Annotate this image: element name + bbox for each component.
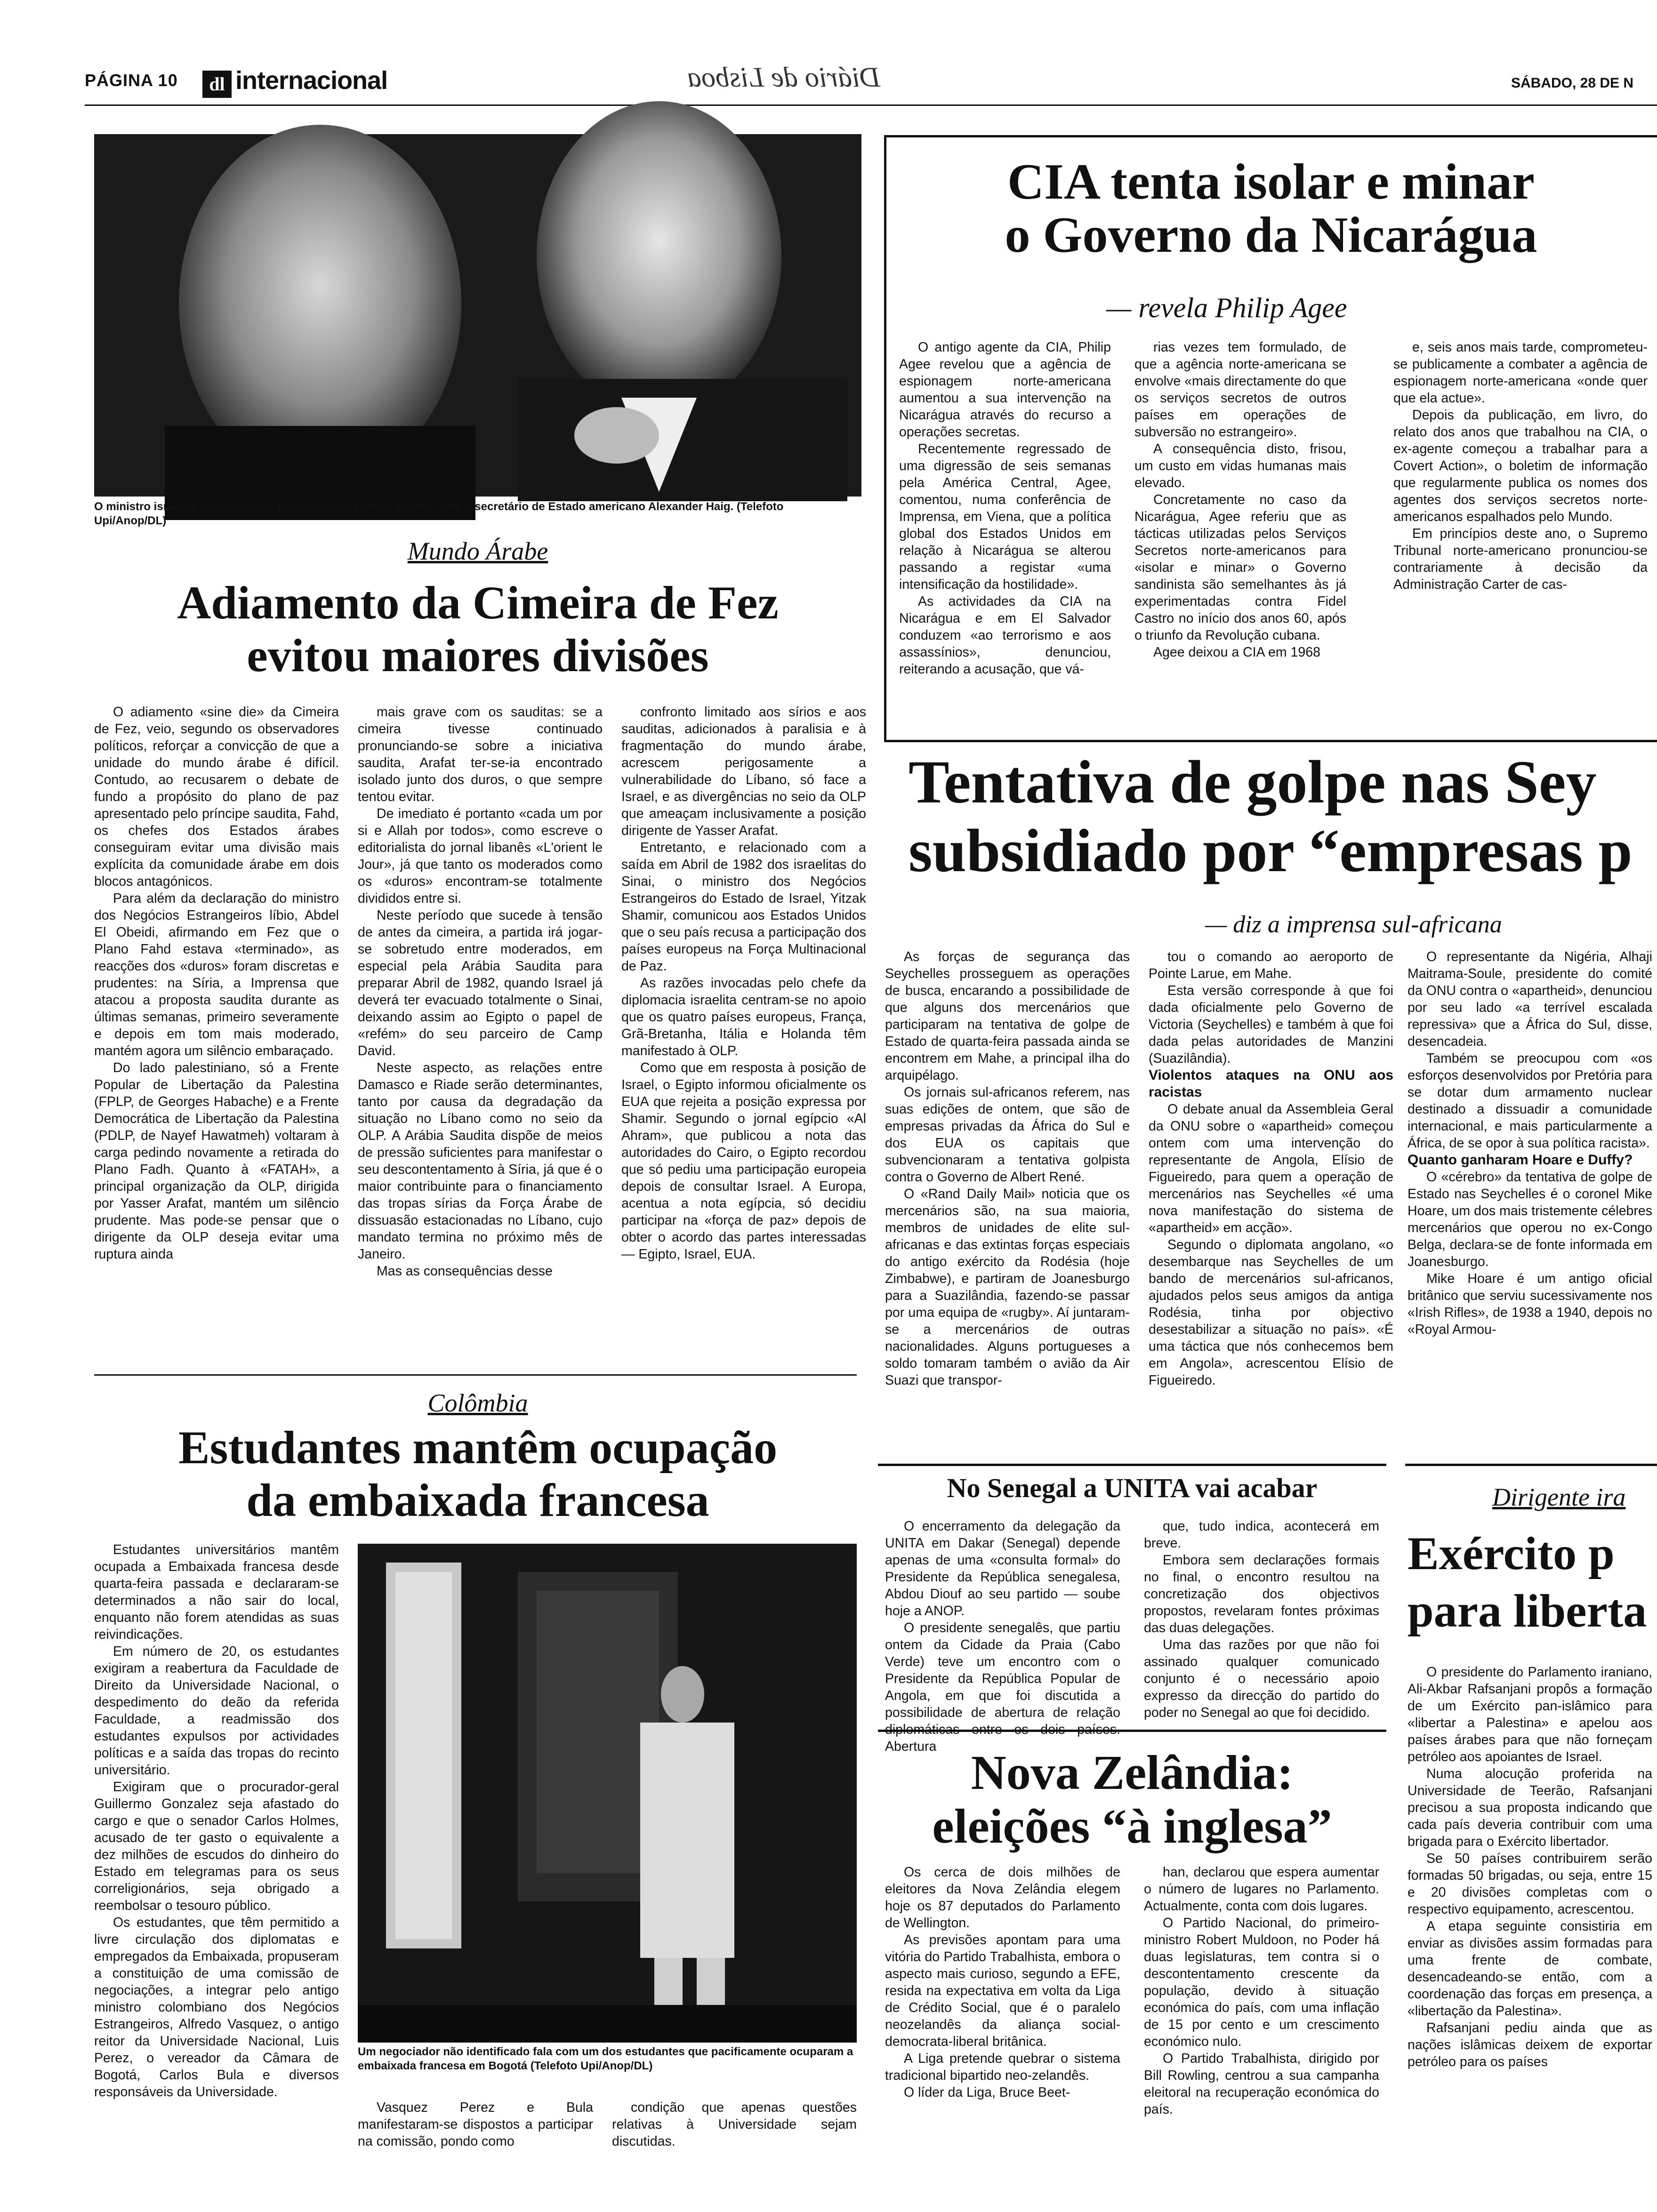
paragraph: O «cérebro» da tentativa de golpe de Estado nas Seychelles é o coronel Mike Hoare, um dos mais tristemente célebres mercenários que operou no ex-Congo Belga, declara-se de fonte informada em Joanesburgo. bbox=[1408, 1170, 1652, 1269]
paragraph: As razões invocadas pelo chefe da diplomacia israelita centram-se no apoio que os quatro países europeus, França, Grã-Bretanha, Itália e Holanda têm manifestado à OLP. bbox=[621, 976, 866, 1058]
section-logo-icon: dl bbox=[202, 71, 232, 98]
fez-headline bbox=[94, 577, 861, 682]
iran-headline-line-2: para liberta bbox=[1408, 1585, 1647, 1637]
paragraph: Os estudantes, que têm permitido a livre circulação dos diplomatas e empregados da Embaixada, propuseram a constituição de uma comissão de negociações, a integrar pelo antigo ministro colombiano dos Negócios Estrangeiros, Alfredo Vasquez, o antigo reitor da Universidade Nacional, Luis Perez, o vereador da Câmara de Bogotá, Carlos Bula e diversos responsáveis da Universidade. bbox=[94, 1915, 339, 2100]
iran-top-rule bbox=[1405, 1464, 1657, 1466]
paragraph: A Liga pretende quebrar o sistema tradicional bipartido neo-zelandês. bbox=[885, 2051, 1120, 2083]
paragraph: A etapa seguinte consistiria em enviar as divisões assim formadas para uma frente de combate, desencadeando-se então, com a coordenação das forças em presença, a «libertação da Palestina». bbox=[1408, 1919, 1652, 2019]
section-title: internacional bbox=[235, 66, 388, 95]
colombia-headline-line-2: da embaixada francesa bbox=[246, 1474, 709, 1526]
paragraph: Em número de 20, os estudantes exigiram a reabertura da Faculdade de Direito da Universidade Nacional, o despedimento do deão da referida Faculdade, a readmissão dos estudantes expulsos por actividades políticas e a saída das tropas do recinto universitário. bbox=[94, 1644, 339, 1778]
cia-headline-line-2: o Governo da Nicarágua bbox=[1005, 207, 1537, 264]
nz-col-1 bbox=[885, 1864, 1120, 2212]
colombia-photo-caption: Um negociador não identificado fala com um dos estudantes que pacificamente ocuparam a embaixada francesa em Bogotá (Telefoto Upi/Anop/DL) bbox=[358, 2045, 853, 2072]
masthead-rule bbox=[85, 104, 1657, 106]
paragraph: O debate anual da Assembleia Geral da ONU sobre o «apartheid» começou ontem com uma intervenção do representante de Angola, Elísio de Figueiredo, para quem a operação de mercenários nas Seychelles «é uma nova manifestação do sistema de «apartheid» em acção». bbox=[1149, 1102, 1393, 1235]
paragraph: As forças de segurança das Seychelles prosseguem as operações de busca, encarando a possibilidade de que alguns dos mercenários que participaram na tentativa de golpe de Estado de quarta-feira passada ainda se encontrem em Mahe, a principal ilha do arquipélago. bbox=[885, 949, 1130, 1083]
page-date: SÁBADO, 28 DE N bbox=[1511, 75, 1634, 91]
paragraph: Agee deixou a CIA em 1968 bbox=[1153, 645, 1320, 660]
iran-headline bbox=[1408, 1525, 1657, 1640]
top-photo-caption: O ministro israelita dos Negócios Estrangeiros, Yitzhak Shamir, com o secretário de Estado americano Alexander Haig. (Telefoto Upi/Anop/DL) bbox=[94, 500, 784, 527]
paragraph: Se 50 países contribuirem serão formadas 50 brigadas, ou seja, entre 15 e 20 divisões completas com o respectivo equipamento, acrescentou. bbox=[1408, 1851, 1652, 1917]
senegal-col-1 bbox=[885, 1518, 1120, 1754]
paragraph: Segundo o diplomata angolano, «o desembarque nas Seychelles de um bando de mercenários sul-africanos, ajudados pelos seus amigos da antiga Rodésia, tinha por objectivo desestabilizar a situação no país». «É uma táctica que nós conhecemos bem em Angola», acrescentou Elísio de Figueiredo. bbox=[1149, 1237, 1393, 1388]
fez-col-1 bbox=[94, 704, 339, 1362]
paragraph: O Partido Trabalhista, dirigido por Bill Rowling, centrou a sua campanha eleitoral na recuperação económica do país. bbox=[1144, 2051, 1379, 2117]
paragraph: que, tudo indica, acontecerá em breve. bbox=[1144, 1519, 1379, 1551]
paragraph: Do lado palestiniano, só a Frente Popular de Libertação da Palestina (FPLP, de Georges Habache) e a Frente Democrática de Libertação da Palestina (PDLP, de Nayef Hawatmeh) voltaram à carga pedindo novamente a retirada do Plano Fadh. Quanto à «FATAH», a principal organização da OLP, dirigida por Yasser Arafat, mantém um silêncio prudente. Mas pode-se pensar que o dirigente da OLP deseja evitar uma ruptura ainda bbox=[94, 1060, 339, 1262]
paragraph: Depois da publicação, em livro, do relato dos anos que trabalhou na CIA, o ex-agente começou a trabalhar para a Covert Action», o boletim de informação que regularmente publica os nomes dos agentes dos serviços secretos norte-americanos espalhados pelo Mundo. bbox=[1393, 408, 1648, 524]
paragraph: O adiamento «sine die» da Cimeira de Fez, veio, segundo os observadores políticos, reforçar a convicção de que a unidade do mundo árabe é difícil. Contudo, ao recusarem o debate de fundo a propósito do plano de paz apresentado pelo príncipe saudita, Fahd, os chefes dos Estados árabes conseguiram evitar uma divisão mais explícita da comunidade árabe em dois blocos antagónicos. bbox=[94, 705, 339, 889]
nz-headline-line-1: Nova Zelândia: bbox=[971, 1746, 1294, 1800]
iran-col bbox=[1408, 1664, 1652, 2212]
seychelles-col-2 bbox=[1149, 948, 1393, 1457]
cia-col-3 bbox=[1393, 339, 1648, 734]
paragraph: Vasquez Perez e Bula manifestaram-se dispostos a participar na comissão, pondo como bbox=[358, 2100, 593, 2149]
paragraph: Os cerca de dois milhões de eleitores da Nova Zelândia elegem hoje os 87 deputados do Parlamento de Wellington. bbox=[885, 1865, 1120, 1931]
iran-headline-line-1: Exército p bbox=[1408, 1527, 1615, 1579]
senegal-col-2 bbox=[1144, 1518, 1379, 1725]
paragraph: O líder da Liga, Bruce Beet- bbox=[904, 2085, 1070, 2100]
masthead bbox=[0, 0, 1657, 122]
nz-headline-line-2: eleições “à inglesa” bbox=[932, 1799, 1332, 1854]
paragraph: O presidente senegalês, que partiu ontem da Cidade da Praia (Cabo Verde) teve um encontro com o Presidente da República Popular de Angola, em que foi discutida a possibilidade de abertura de relação diplomáticas entre os dois países. Abertura bbox=[885, 1620, 1120, 1754]
paragraph: Exigiram que o procurador-geral Guillermo Gonzalez seja afastado do cargo e que o senador Carlos Holmes, acusado de ter gasto o equivalente a dez milhões de escudos do dinheiro do Estado em telegramas para os seus correligionários, seja obrigado a reembolsar o tesouro público. bbox=[94, 1779, 339, 1913]
paragraph: As previsões apontam para uma vitória do Partido Trabalhista, embora o aspecto mais curioso, segundo a EFE, resida na expectativa em volta da Liga de Crédito Social, que é o paralelo neozelandês da aliança social-democrata-liberal britânica. bbox=[885, 1932, 1120, 2049]
paragraph: Uma das razões por que não foi assinado qualquer comunicado conjunto é o necessário apoio expresso da direcção do partido do poder no Senegal ao que foi decidido. bbox=[1144, 1637, 1379, 1720]
paragraph: han, declarou que espera aumentar o número de lugares no Parlamento. Actualmente, conta com dois lugares. bbox=[1144, 1865, 1379, 1914]
paragraph: A consequência disto, frisou, um custo em vidas humanas mais elevado. bbox=[1134, 441, 1346, 490]
paragraph: mais grave com os sauditas: se a cimeira tivesse continuado pronunciando-se sobre a iniciativa saudita, Arafat ter-se-ia encontrado isolado junto dos duros, o que sempre tentou evitar. bbox=[358, 705, 603, 804]
paragraph: Mike Hoare é um antigo oficial britânico que serviu sucessivamente nos «Irish Rifles», de 1938 a 1940, depois no «Royal Armou- bbox=[1408, 1271, 1652, 1337]
colombia-headline-line-1: Estudantes mantêm ocupação bbox=[178, 1421, 778, 1474]
paragraph: O Partido Nacional, do primeiro-ministro Robert Muldoon, no Poder há duas legislaturas, tem contra si o descontentamento crescente da população, devido à situação económica do país, com uma inflação de 15 por cento e um crescimento económico nulo. bbox=[1144, 1915, 1379, 2049]
paragraph: Neste aspecto, as relações entre Damasco e Riade serão determinantes, tanto por causa da degradação da situação no Líbano como no seio da OLP. A Arábia Saudita dispõe de meios de pressão suficientes para manifestar o seu descontentamento à Síria, já que é o maior contribuinte para o financiamento das tropas sírias da Força Árabe de dissuasão estacionadas no Líbano, cujo mandato termina no próximo mês de Janeiro. bbox=[358, 1060, 603, 1262]
fez-kicker: Mundo Árabe bbox=[407, 537, 548, 565]
paragraph: Como que em resposta à posição de Israel, o Egipto informou oficialmente os EUA que rejeita a posição expressa por Shamir. Segundo o jornal egípcio «Al Ahram», que publicou a nota das autoridades do Cairo, o Egipto recordou que só pediu uma participação europeia depois de consultar Israel. A Europa, acentua a nota egípcia, só decidiu participar na «força de paz» depois de obter o acordo das partes interessadas — Egipto, Israel, EUA. bbox=[621, 1060, 866, 1262]
paragraph: O presidente do Parlamento iraniano, Ali-Akbar Rafsanjani propôs a formação de um Exército pan-islâmico para «libertar a Palestina» e apelou aos países árabes para que não forneçam petróleo aos apoiantes de Israel. bbox=[1408, 1665, 1652, 1764]
cia-col-2 bbox=[1134, 339, 1346, 734]
cia-headline bbox=[894, 155, 1648, 262]
paragraph: As actividades da CIA na Nicarágua e em El Salvador conduzem «ao terrorismo e aos assassínios», denunciou, reiterando a acusação, que vá- bbox=[899, 594, 1111, 677]
paragraph: confronto limitado aos sírios e aos sauditas, adicionados à paralisia e à fragmentação do mundo árabe, acrescem perigosamente a vulnerabilidade do Líbano, só face a Israel, e as divergências no seio da OLP que ameaçam inclusivamente a posição dirigente de Yasser Arafat. bbox=[621, 705, 866, 838]
cia-col-1 bbox=[899, 339, 1111, 734]
colombia-kicker: Colômbia bbox=[427, 1389, 528, 1417]
paragraph: Entretanto, e relacionado com a saída em Abril de 1982 dos israelitas do Sinai, o ministro dos Negócios Estrangeiros do Estado de Israel, Yitzak Shamir, comunicou aos Estados Unidos que o seu país recusa a participação dos países europeus na Força Multinacional de Paz. bbox=[621, 840, 866, 974]
senegal-headline: No Senegal a UNITA vai acabar bbox=[947, 1473, 1318, 1503]
paragraph: Esta versão corresponde à que foi dada oficialmente pelo Governo de Victoria (Seychelles) e também à que foi dada pelas autoridades de Manzini (Suazilândia). bbox=[1149, 983, 1393, 1066]
paper-name: Diário de Lisboa bbox=[687, 62, 881, 93]
paragraph: Rafsanjani pediu ainda que as nações islâmicas deixem de exportar petróleo para os países bbox=[1408, 2020, 1652, 2069]
seychelles-section-subhead: Violentos ataques na ONU aos racistas bbox=[1149, 1067, 1393, 1100]
paragraph: Estudantes universitários mantêm ocupada a Embaixada francesa desde quarta-feira passada e declararam-se determinados a não sair do local, enquanto não forem atendidas as suas reivindicações. bbox=[94, 1542, 339, 1642]
page-label: PÁGINA 10 bbox=[85, 71, 178, 90]
paragraph: Concretamente no caso da Nicarágua, Agee referiu que as tácticas utilizadas pelos Serviços Secretos norte-americanos para «isolar e minar» o Governo sandinista são semelhantes às já experimentadas contra Fidel Castro no início dos anos 60, após o triunfo da Revolução cubana. bbox=[1134, 492, 1346, 643]
paragraph: O encerramento da delegação da UNITA em Dakar (Senegal) depende apenas de uma «consulta formal» do Presidente da República senegalesa, Abdou Diouf ao seu partido — soube hoje a ANOP. bbox=[885, 1519, 1120, 1619]
seychelles-section-subhead: Quanto ganharam Hoare e Duffy? bbox=[1408, 1152, 1633, 1168]
paragraph: condição que apenas questões relativas à Universidade sejam discutidas. bbox=[612, 2100, 857, 2149]
seychelles-headline-line-1: Tentativa de golpe nas Sey bbox=[909, 748, 1597, 816]
colombia-col-3 bbox=[612, 2099, 857, 2212]
paragraph: Também se preocupou com «os esforços desenvolvidos por Pretória para se dotar dum armamento nuclear destinado a dissuadir a comunidade internacional, e mais particularmente a África, de se opor à sua política racista». bbox=[1408, 1051, 1652, 1151]
fez-headline-line-1: Adiamento da Cimeira de Fez bbox=[177, 577, 779, 629]
seychelles-col-3 bbox=[1408, 948, 1652, 1457]
paragraph: tou o comando ao aeroporto de Pointe Larue, em Mahe. bbox=[1149, 949, 1393, 981]
cia-subhead: — revela Philip Agee bbox=[1106, 292, 1347, 323]
paragraph: e, seis anos mais tarde, comprometeu-se publicamente a combater a agência de espionagem norte-americana «onde quer que ela actue». bbox=[1393, 340, 1648, 406]
seychelles-headline-line-2: subsidiado por “empresas p bbox=[909, 817, 1633, 885]
nz-headline bbox=[878, 1746, 1386, 1854]
paragraph: O representante da Nigéria, Alhaji Maitrama-Soule, presidente do comité da ONU contra o «apartheid», denunciou por seu lado «a terrível escalada repressiva» que a África do Sul, disse, desencadeia. bbox=[1408, 949, 1652, 1049]
paragraph: Neste período que sucede à tensão de antes da cimeira, a partida irá jogar-se sobretudo entre moderados, em especial pela Arábia Saudita para preparar Abril de 1982, quando Israel já deverá ter evacuado totalmente o Sinai, deixando assim ao Egipto o papel de «refém» do seu parceiro de Camp David. bbox=[358, 908, 603, 1058]
seychelles-col-1 bbox=[885, 948, 1130, 1457]
seychelles-headline bbox=[909, 748, 1657, 885]
nz-col-2 bbox=[1144, 1864, 1379, 2212]
seychelles-subhead: — diz a imprensa sul-africana bbox=[1205, 911, 1502, 938]
fez-col-3 bbox=[621, 704, 866, 1362]
paragraph: Embora sem declarações formais no final, o encontro resultou na concretização dos objectivos propostos, revelaram fontes próximas das duas delegações. bbox=[1144, 1553, 1379, 1635]
paragraph: Numa alocução proferida na Universidade de Teerão, Rafsanjani precisou a sua proposta indicando que cada país deveria contribuir com uma brigada para o Exército libertador. bbox=[1408, 1766, 1652, 1849]
top-photo bbox=[94, 134, 861, 497]
colombia-col-2 bbox=[358, 2099, 593, 2212]
colombia-col-1 bbox=[94, 1541, 339, 2210]
paragraph: O «Rand Daily Mail» noticia que os mercenários são, na sua maioria, membros de unidades de elite sul-africanas e das extintas forças especiais do antigo exército da Rodésia (hoje Zimbabwe), e partiram de Joanesburgo para a Suazilândia, fazendo-se passar por uma equipa de «rugby». Aí juntaram-se a mercenários de outras nacionalidades. Alguns portugueses a soldo tomaram também o avião da Air Suazi que transpor- bbox=[885, 1186, 1130, 1388]
fez-col-2 bbox=[358, 704, 603, 1362]
paragraph: Mas as consequências desse bbox=[377, 1264, 553, 1279]
fez-bottom-rule bbox=[94, 1374, 857, 1376]
paragraph: Recentemente regressado de uma digressão de seis semanas pela América Central, Agee, comentou, numa conferência de Imprensa, em Viena, que a política global dos Estados Unidos em relação à Nicarágua se alterou passando a registar «uma intensificação da hostilidade». bbox=[899, 441, 1111, 592]
fez-headline-line-2: evitou maiores divisões bbox=[247, 629, 709, 681]
colombia-photo bbox=[358, 1544, 857, 2043]
iran-kicker: Dirigente ira bbox=[1492, 1483, 1626, 1511]
colombia-headline bbox=[94, 1421, 861, 1527]
paragraph: Em princípios deste ano, o Supremo Tribunal norte-americano pronunciou-se contrariamente à decisão da Administração Carter de cas- bbox=[1393, 526, 1648, 592]
paragraph: De imediato é portanto «cada um por si e Allah por todos», como escreve o editorialista do jornal libanês «L'orient le Jour», já que tanto os moderados como os «duros» encontram-se totalmente divididos entre si. bbox=[358, 806, 603, 906]
paragraph: rias vezes tem formulado, de que a agência norte-americana se envolve «mais directamente do que os serviços secretos de outros países em operações de subversão no estrangeiro». bbox=[1134, 340, 1346, 440]
cia-headline-line-1: CIA tenta isolar e minar bbox=[1007, 154, 1535, 210]
paragraph: Os jornais sul-africanos referem, nas suas edições de ontem, que são de empresas privadas da África do Sul e dos EUA os capitais que subvencionaram a tentativa golpista contra o Governo de Albert René. bbox=[885, 1085, 1130, 1185]
paragraph: O antigo agente da CIA, Philip Agee revelou que a agência de espionagem norte-americana aumentou a sua intervenção na Nicarágua através do recurso a operações secretas. bbox=[899, 340, 1111, 440]
paragraph: Para além da declaração do ministro dos Negócios Estrangeiros líbio, Abdel El Obeidi, afirmando em Fez que o Plano Fahd estava «terminado», as reacções dos «duros» foram discretas e prudentes: na Síria, a Imprensa que atacou a proposta saudita durante as últimas semanas, primeiro severamente e depois em tom mais moderado, mantém agora um silêncio embaraçado. bbox=[94, 891, 339, 1058]
